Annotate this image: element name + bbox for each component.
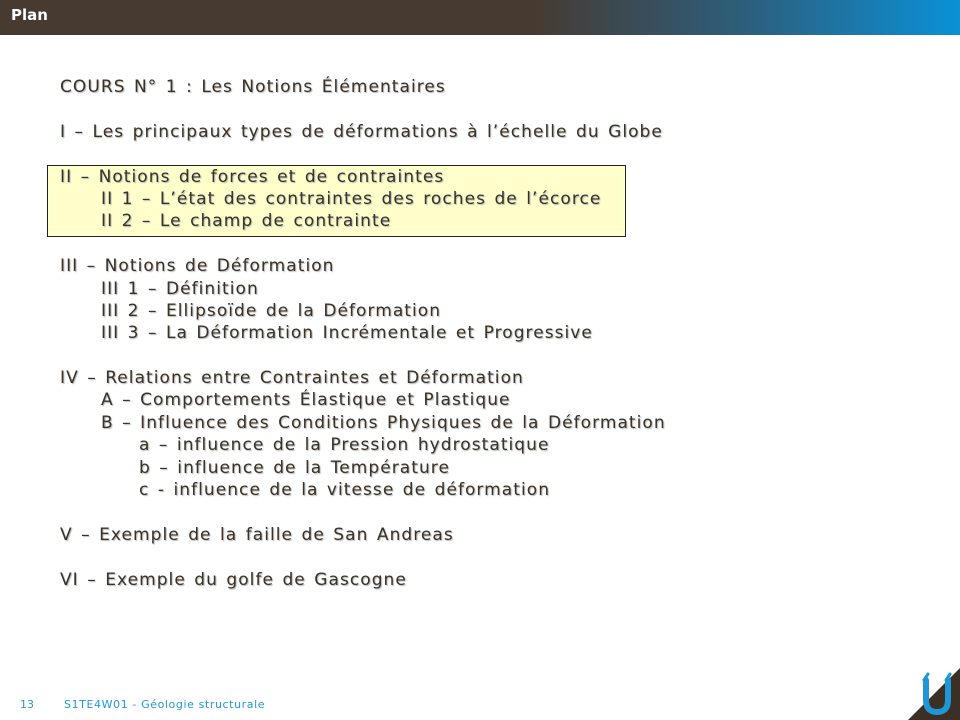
outline-section-1: I – Les principaux types de déformations à l’échelle du Globe — [60, 121, 663, 142]
outline-section-6: VI – Exemple du golfe de Gascogne — [60, 569, 407, 590]
course-label: S1TE4W01 - Géologie structurale — [64, 698, 266, 711]
outline-spacer — [60, 98, 920, 120]
outline-section-3: III – Notions de Déformation — [60, 256, 335, 277]
outline-spacer — [60, 233, 920, 255]
outline-section-4: IV – Relations entre Contraintes et Déformation — [60, 368, 524, 389]
outline-subsection-3-1: III 1 – Définition — [101, 278, 259, 299]
outline-spacer — [60, 546, 920, 568]
title-bar — [0, 0, 960, 35]
outline-item-4-b-b: b – influence de la Température — [139, 457, 450, 478]
university-logo-icon — [908, 668, 960, 720]
outline-section-2: II – Notions de forces et de contraintes — [60, 166, 445, 187]
page-number: 13 — [20, 698, 34, 711]
outline-spacer — [60, 143, 920, 165]
outline-spacer — [60, 345, 920, 367]
outline-subsection-4-b: B – Influence des Conditions Physiques de la Déformation — [101, 412, 666, 433]
slide-title: Plan — [11, 6, 48, 24]
outline-item-4-b-c: c - influence de la vitesse de déformation — [139, 480, 551, 501]
outline-section-5: V – Exemple de la faille de San Andreas — [60, 524, 454, 545]
outline-spacer — [60, 501, 920, 523]
outline-subsection-2-1: II 1 – L’état des contraintes des roches de l’écorce — [101, 188, 602, 209]
outline-subsection-2-2: II 2 – Le champ de contrainte — [101, 211, 392, 232]
outline-course-title: COURS N° 1 : Les Notions Élémentaires — [60, 77, 446, 97]
outline-subsection-3-3: III 3 – La Déformation Incrémentale et Progressive — [101, 323, 593, 344]
outline-item-4-b-a: a – influence de la Pression hydrostatique — [139, 435, 550, 456]
outline-subsection-4-a: A – Comportements Élastique et Plastique — [101, 390, 511, 411]
outline-subsection-3-2: III 2 – Ellipsoïde de la Déformation — [101, 300, 442, 321]
course-outline — [60, 76, 920, 591]
